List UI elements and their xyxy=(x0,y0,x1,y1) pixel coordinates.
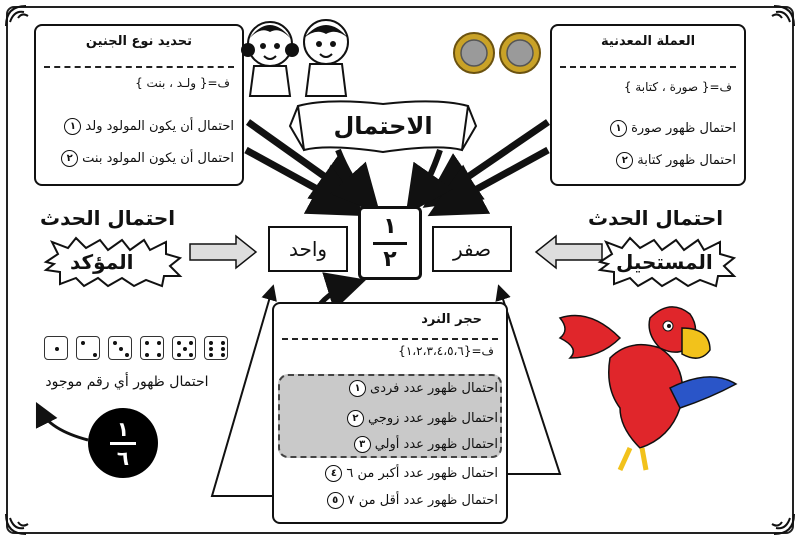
item-number: ١ xyxy=(610,120,627,137)
die-pip xyxy=(157,341,161,345)
fraction-numerator: ١ xyxy=(383,213,397,239)
item-number: ٤ xyxy=(325,465,342,482)
die-pip xyxy=(183,347,187,351)
item-text: احتمال ظهور عدد زوجي xyxy=(367,411,498,426)
fraction-bar xyxy=(373,242,407,245)
die-pip xyxy=(81,341,85,345)
die-pip xyxy=(221,341,225,345)
item-text: احتمال ظهور عدد أكبر من ٦ xyxy=(346,466,498,481)
item-text: احتمال ظهور عدد أولي xyxy=(374,437,498,452)
die-face-icon xyxy=(140,336,164,360)
die-pip xyxy=(189,353,193,357)
die-face-icon xyxy=(108,336,132,360)
die-pip xyxy=(209,341,213,345)
certain-event-line2: المؤكد xyxy=(70,250,134,274)
item-number: ٥ xyxy=(327,492,344,509)
item-number: ٢ xyxy=(616,152,633,169)
item-text: احتمال أن يكون المولود ولد xyxy=(85,119,234,134)
divider xyxy=(44,66,234,68)
list-item xyxy=(325,465,498,482)
coins-icon xyxy=(452,28,544,78)
die-pip xyxy=(93,353,97,357)
dice-row xyxy=(44,336,244,362)
list-item xyxy=(354,436,498,453)
coin-set: ف={ صورة ، كتابة } xyxy=(623,80,732,94)
die-pip xyxy=(177,353,181,357)
die-face-icon xyxy=(76,336,100,360)
die-face-icon xyxy=(44,336,68,360)
list-item xyxy=(616,152,736,169)
die-pip xyxy=(189,341,193,345)
children-icon xyxy=(240,10,360,98)
fraction-numerator: ١ xyxy=(116,416,130,441)
impossible-event-line1: احتمال الحدث xyxy=(588,206,724,230)
item-text: احتمال ظهور صورة xyxy=(631,121,736,136)
item-number: ١ xyxy=(349,380,366,397)
die-pip xyxy=(55,347,59,351)
impossible-event-line2: المستحيل xyxy=(616,250,713,274)
die-pip xyxy=(119,347,123,351)
item-number: ٢ xyxy=(61,150,78,167)
item-text: احتمال ظهور عدد فردى xyxy=(370,381,498,396)
value-zero: صفر xyxy=(432,226,512,272)
baby-gender-title: تحديد نوع الجنين xyxy=(85,34,193,49)
center-fraction xyxy=(358,206,422,280)
list-item xyxy=(349,380,498,397)
die-face-icon xyxy=(172,336,196,360)
item-number: ٢ xyxy=(347,410,364,427)
fraction-denominator: ٢ xyxy=(383,246,397,272)
die-pip xyxy=(221,353,225,357)
baby-gender-box xyxy=(34,24,244,186)
divider xyxy=(282,338,498,340)
die-pip xyxy=(145,353,149,357)
dice-set: ف={١،٢،٣،٤،٥،٦} xyxy=(398,344,494,358)
list-item xyxy=(61,150,234,167)
banner-title: الاحتمال xyxy=(333,112,433,140)
die-face-icon xyxy=(204,336,228,360)
die-pip xyxy=(157,353,161,357)
list-item xyxy=(610,120,736,137)
any-number-text: احتمال ظهور أي رقم موجود xyxy=(45,374,209,390)
fraction-denominator: ٦ xyxy=(116,445,130,470)
parrot-icon xyxy=(550,298,740,474)
baby-gender-set: ف={ ولـد ، بنت } xyxy=(135,76,230,90)
die-pip xyxy=(125,353,129,357)
die-pip xyxy=(113,341,117,345)
item-number: ١ xyxy=(64,118,81,135)
die-pip xyxy=(209,347,213,351)
fraction-bar xyxy=(110,442,136,445)
coin-title: العملة المعدنية xyxy=(600,34,696,49)
item-text: احتمال أن يكون المولود بنت xyxy=(82,151,234,166)
die-pip xyxy=(145,341,149,345)
die-pip xyxy=(177,341,181,345)
die-pip xyxy=(209,353,213,357)
divider xyxy=(560,66,736,68)
value-one: واحد xyxy=(268,226,348,272)
list-item xyxy=(347,410,498,427)
item-text: احتمال ظهور كتابة xyxy=(637,153,736,168)
dice-title: حجر النرد xyxy=(421,312,482,327)
item-text: احتمال ظهور عدد أقل من ٧ xyxy=(347,493,498,508)
certain-event-line1: احتمال الحدث xyxy=(40,206,176,230)
coin-box xyxy=(550,24,746,186)
die-pip xyxy=(221,347,225,351)
list-item xyxy=(327,492,498,509)
list-item xyxy=(64,118,234,135)
any-number-fraction xyxy=(88,408,158,478)
item-number: ٣ xyxy=(354,436,371,453)
